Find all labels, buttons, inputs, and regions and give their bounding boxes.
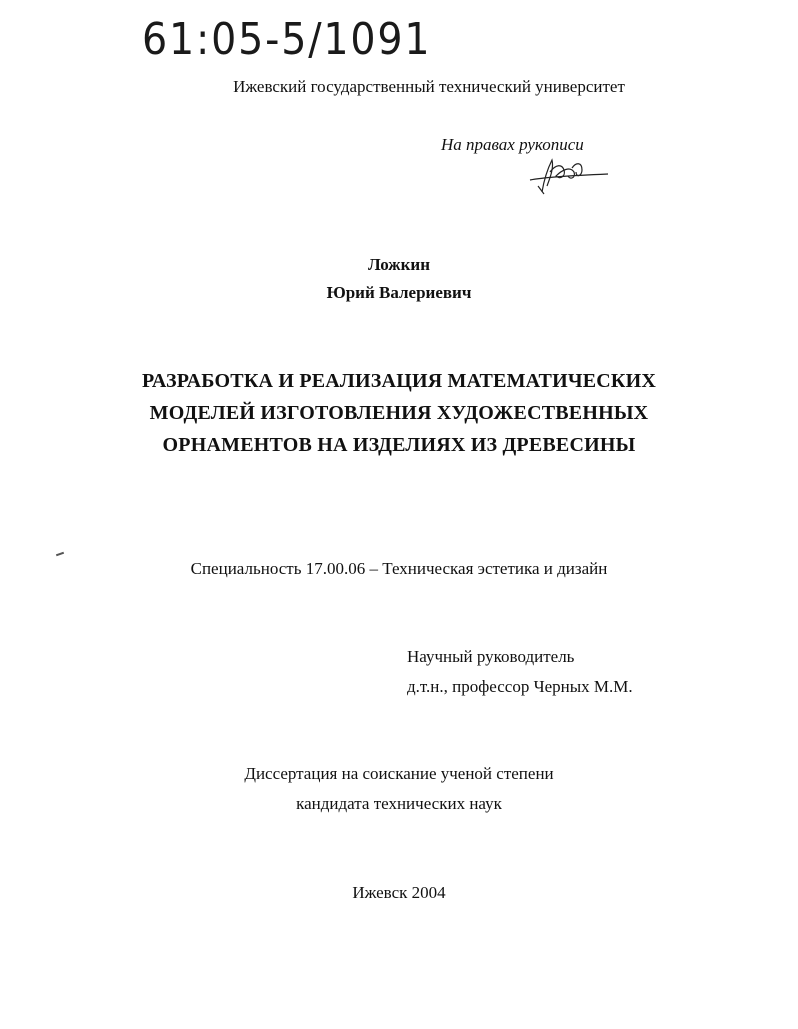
rights-note: На правах рукописи (441, 135, 584, 154)
degree-line-1: Диссертация на соискание ученой степени (244, 764, 554, 783)
supervisor-name: д.т.н., профессор Черных М.М. (407, 677, 633, 696)
scan-speck (56, 552, 64, 557)
handwritten-archive-code: 61:05-5/1091 (142, 14, 432, 65)
specialty: Специальность 17.00.06 – Техническая эстетика и дизайн (190, 559, 608, 578)
title-line-2: МОДЕЛЕЙ ИЗГОТОВЛЕНИЯ ХУДОЖЕСТВЕННЫХ (149, 402, 649, 424)
university-name: Ижевский государственный технический университет (233, 77, 625, 96)
title-line-1: РАЗРАБОТКА И РЕАЛИЗАЦИЯ МАТЕМАТИЧЕСКИХ (141, 370, 657, 392)
supervisor-label: Научный руководитель (407, 647, 575, 666)
author-given-names: Юрий Валериевич (326, 283, 472, 302)
title-line-3: ОРНАМЕНТОВ НА ИЗДЕЛИЯХ ИЗ ДРЕВЕСИНЫ (162, 434, 636, 456)
author-surname: Ложкин (367, 255, 431, 274)
degree-line-2: кандидата технических наук (296, 794, 502, 813)
city-year: Ижевск 2004 (352, 883, 446, 902)
handwritten-signature (520, 150, 615, 195)
